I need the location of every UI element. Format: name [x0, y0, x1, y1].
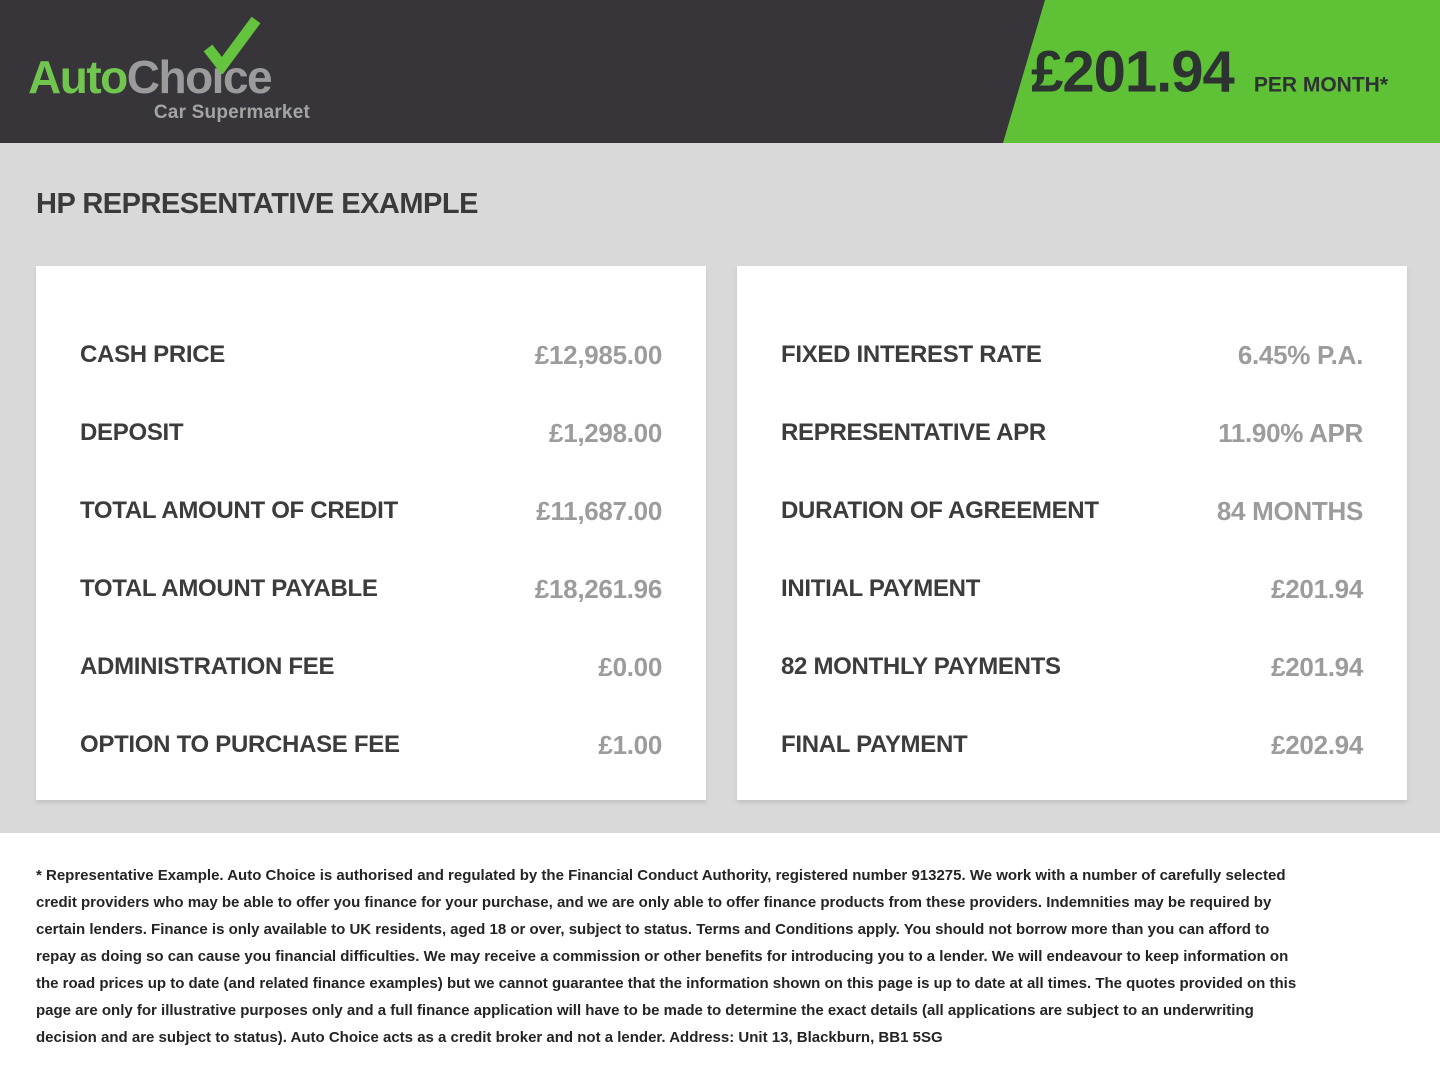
table-row: [80, 316, 662, 394]
monthly-price-period: PER MONTH*: [1253, 73, 1388, 96]
finance-row-value: £18,261.96: [534, 573, 662, 604]
table-row: [80, 628, 662, 706]
finance-panels: [36, 266, 1407, 800]
table-row: [781, 550, 1363, 628]
finance-row-value: £11,687.00: [536, 495, 662, 526]
finance-row-label: FINAL PAYMENT: [781, 731, 968, 758]
finance-row-label: DURATION OF AGREEMENT: [781, 497, 1099, 524]
finance-row-value: £1.00: [598, 729, 662, 760]
table-row: [781, 394, 1363, 472]
table-row: [80, 394, 662, 472]
logo-text-choice: Choice: [126, 51, 272, 103]
finance-row-label: DEPOSIT: [80, 419, 184, 446]
legal-disclaimer-text: * Representative Example. Auto Choice is authorised and regulated by the Financial Conduct Authority, registered number 913275. We work with a number of carefully selected credit providers who may be able to offer you finance for your purchase, and we are only able to offer finance products from these providers. Indemnities may be required by certain lenders. Finance is only available to UK residents, aged 18 or over, subject to status. Terms and Conditions apply. You should not borrow more than you can afford to repay as doing so can cause you financial difficulties. We may receive a commission or other benefits for introducing you to a lender. We will endeavour to keep information on the road prices up to date (and related finance examples) but we cannot guarantee that the information shown on this page is up to date at all times. The quotes provided on this page are only for illustrative purposes only and a full finance application will have to be made to determine the exact details (all applications are subject to an underwriting decision and are subject to status). Auto Choice acts as a credit broker and not a lender. Address: Unit 13, Blackburn, BB1 5SG: [36, 867, 1297, 1046]
finance-panel-left: [36, 266, 706, 800]
autochoice-logo: [28, 14, 328, 129]
page-title: HP REPRESENTATIVE EXAMPLE: [36, 188, 478, 220]
finance-row-value: £201.94: [1271, 651, 1363, 682]
finance-row-label: FIXED INTEREST RATE: [781, 341, 1042, 368]
table-row: [781, 706, 1363, 784]
finance-row-label: TOTAL AMOUNT PAYABLE: [80, 575, 378, 602]
finance-row-label: REPRESENTATIVE APR: [781, 419, 1046, 446]
finance-row-label: CASH PRICE: [80, 341, 226, 368]
finance-row-label: INITIAL PAYMENT: [781, 575, 981, 602]
finance-row-value: 11.90% APR: [1218, 417, 1363, 448]
finance-row-value: 84 MONTHS: [1216, 495, 1363, 526]
finance-panel-right: [737, 266, 1407, 800]
table-row: [781, 316, 1363, 394]
finance-row-value: £201.94: [1271, 573, 1363, 604]
monthly-price-amount: £201.94: [1031, 39, 1234, 104]
finance-row-label: ADMINISTRATION FEE: [80, 653, 335, 680]
finance-row-label: TOTAL AMOUNT OF CREDIT: [80, 497, 398, 524]
footer: [0, 833, 1440, 1080]
table-row: [80, 706, 662, 784]
finance-row-value: £202.94: [1271, 729, 1363, 760]
monthly-price-block: [1031, 38, 1388, 105]
logo-text-auto: Auto: [28, 51, 127, 103]
table-row: [80, 550, 662, 628]
table-row: [80, 472, 662, 550]
table-row: [781, 628, 1363, 706]
finance-row-value: £0.00: [598, 651, 662, 682]
content-area: [0, 143, 1440, 833]
finance-row-value: £1,298.00: [549, 417, 662, 448]
finance-row-value: 6.45% P.A.: [1237, 339, 1363, 370]
table-row: [781, 472, 1363, 550]
finance-row-value: £12,985.00: [534, 339, 662, 370]
site-header: [0, 0, 1440, 143]
finance-row-label: 82 MONTHLY PAYMENTS: [781, 653, 1061, 680]
logo-tagline: Car Supermarket: [153, 102, 310, 123]
finance-row-label: OPTION TO PURCHASE FEE: [80, 731, 400, 758]
checkmark-icon: [200, 16, 264, 79]
